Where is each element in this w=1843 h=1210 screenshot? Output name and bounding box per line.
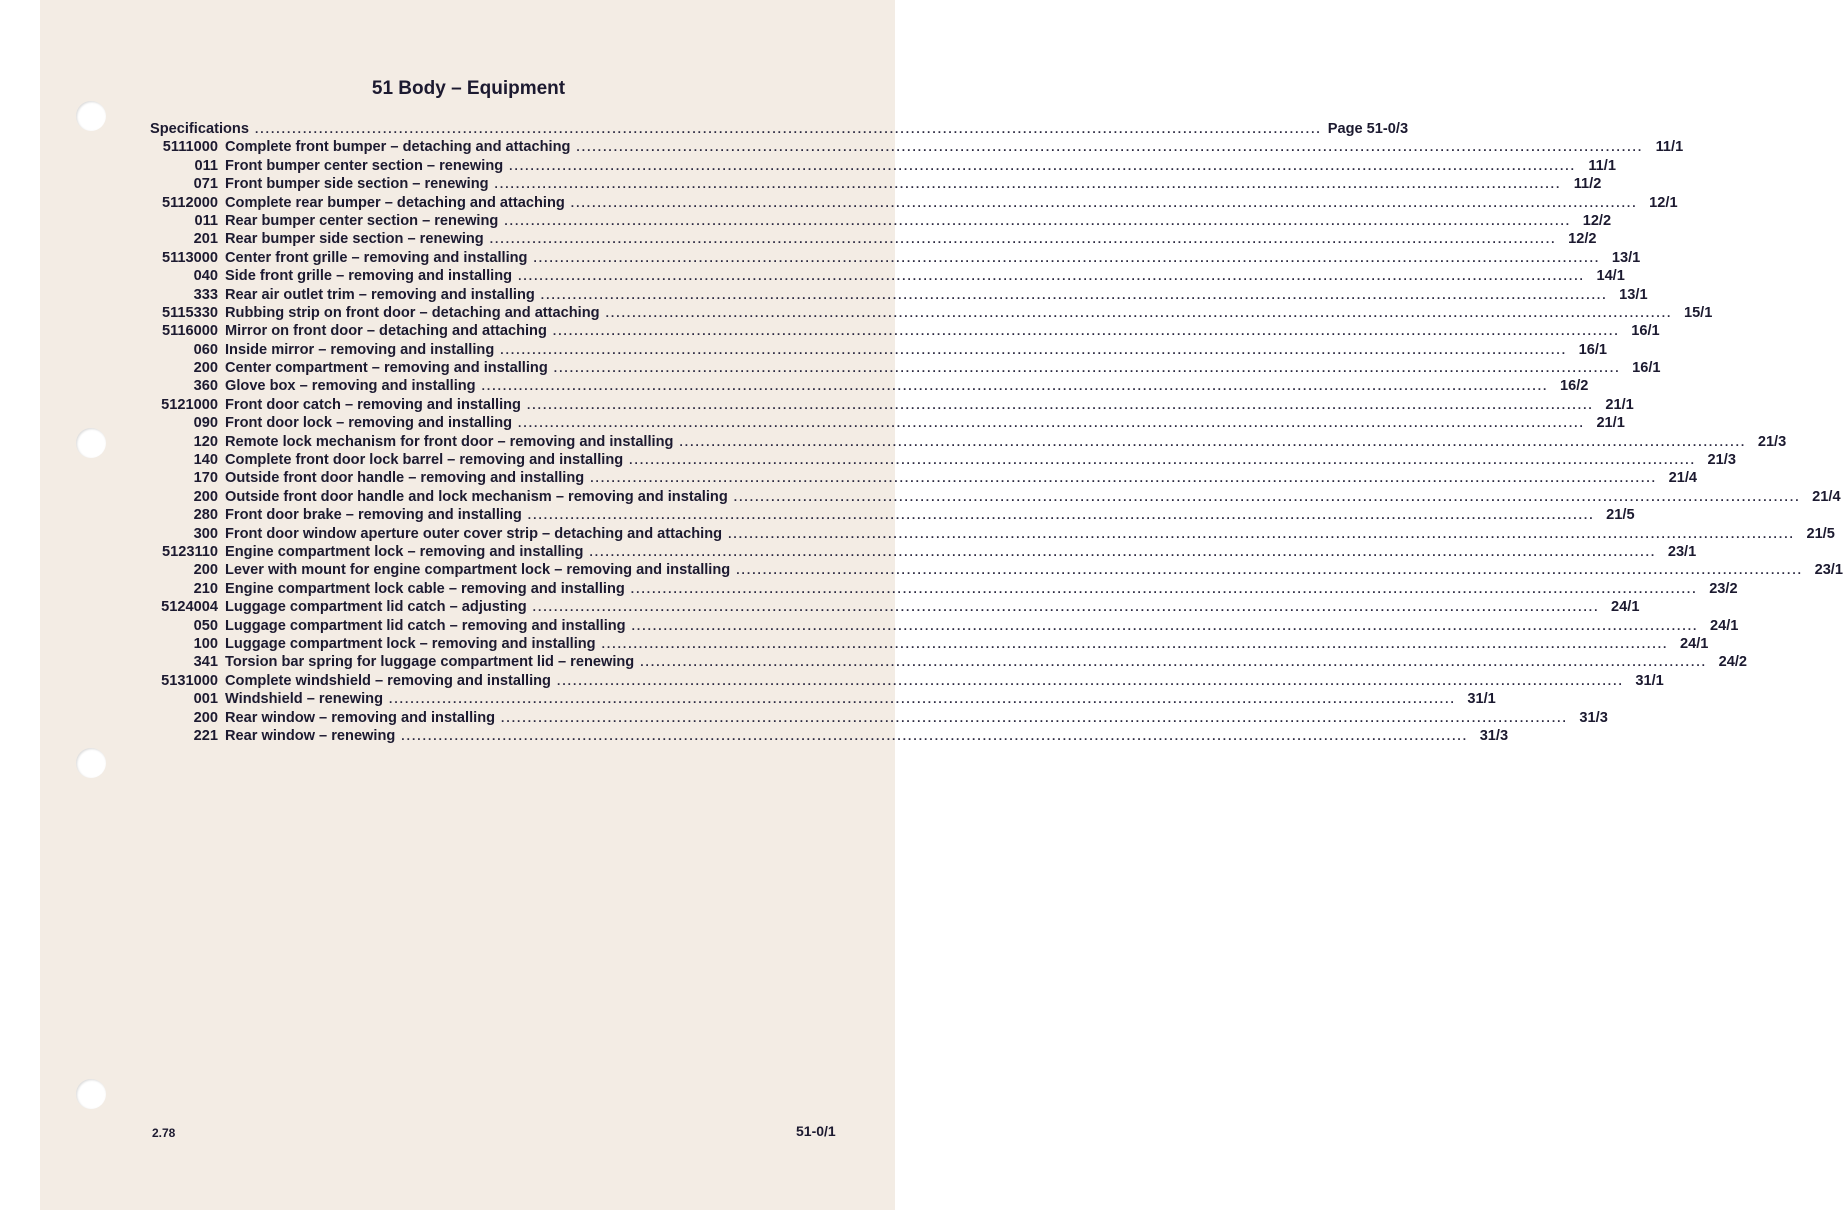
entry-title: Rubbing strip on front door – detaching and attaching	[225, 304, 600, 321]
entry-number: 011	[194, 212, 218, 229]
specifications-label: Specifications	[150, 121, 249, 137]
toc-entry[interactable]	[150, 727, 1509, 746]
toc-entry[interactable]	[150, 470, 1697, 488]
leader-dots: ........................................................................................................................................................................................................	[640, 655, 1708, 670]
entry-title: Mirror on front door – detaching and attaching	[225, 323, 547, 340]
entry-page: 12/2	[1582, 212, 1612, 229]
entry-page: 21/3	[1757, 433, 1787, 450]
toc-entry[interactable]	[150, 654, 1748, 672]
entry-number: 5115330	[161, 304, 218, 321]
toc-entry[interactable]	[150, 452, 1736, 470]
entry-title: Complete rear bumper – detaching and attaching	[225, 194, 565, 211]
toc-entry[interactable]	[150, 139, 1684, 157]
entry-number: 090	[193, 415, 218, 432]
entry-title: Engine compartment lock – removing and installing	[225, 543, 584, 560]
leader-dots: ........................................................................................................................................................................................................	[526, 397, 1594, 412]
entry-title: Front door lock – removing and installing	[225, 415, 513, 432]
entry-title: Torsion bar spring for luggage compartment lid – renewing	[225, 654, 635, 671]
entry-page: 16/1	[1632, 360, 1661, 377]
entry-number: 201	[193, 231, 218, 248]
entry-title: Rear bumper side section – renewing	[225, 231, 484, 248]
entry-number: 5116000	[161, 323, 218, 340]
entry-title: Rear bumper center section – renewing	[225, 212, 499, 229]
toc-entry[interactable]	[150, 304, 1713, 323]
leader-dots: ........................................................................................................................................................................................................	[552, 324, 1620, 339]
entry-title: Outside front door handle – removing and installing	[225, 470, 585, 487]
footer-page-number: 51-0/1	[796, 1123, 836, 1139]
entry-page: 21/4	[1812, 488, 1841, 505]
leader-dots: ........................................................................................................................................................................................................	[527, 508, 1595, 523]
leader-dots: ........................................................................................................................................................................................................	[254, 122, 1322, 136]
entry-title: Engine compartment lock cable – removing and installing	[225, 580, 625, 597]
entry-number: 060	[193, 341, 218, 358]
toc-entry[interactable]	[150, 378, 1589, 396]
entry-number: 170	[193, 470, 218, 487]
entry-page: 24/1	[1709, 617, 1739, 634]
leader-dots: ........................................................................................................................................................................................................	[518, 269, 1585, 284]
toc-entry[interactable]	[150, 433, 1787, 452]
entry-page: 21/5	[1806, 525, 1835, 542]
leader-dots: ........................................................................................................................................................................................................	[532, 600, 1600, 615]
toc-entry[interactable]	[150, 286, 1648, 305]
punch-hole	[76, 101, 106, 131]
entry-page: 11/1	[1588, 157, 1616, 174]
entry-page: 23/1	[1814, 562, 1843, 579]
leader-dots: ........................................................................................................................................................................................................	[518, 416, 1585, 431]
toc-entry[interactable]	[150, 341, 1608, 360]
toc-entry[interactable]	[150, 360, 1661, 378]
entry-title: Complete windshield – removing and installing	[225, 672, 551, 689]
entry-page: 24/1	[1611, 599, 1640, 616]
entry-title: Rear window – removing and installing	[225, 709, 496, 726]
entry-title: Front door catch – removing and installing	[225, 396, 521, 413]
table-of-contents	[150, 121, 1843, 746]
leader-dots: ........................................................................................................................................................................................................	[679, 434, 1747, 449]
toc-entry[interactable]	[150, 268, 1625, 286]
entry-number: 5123110	[161, 543, 218, 560]
toc-entry[interactable]	[150, 176, 1602, 194]
leader-dots: ........................................................................................................................................................................................................	[504, 213, 1572, 228]
toc-entry[interactable]	[150, 617, 1739, 636]
entry-title: Luggage compartment lid catch – removing and installing	[225, 617, 626, 634]
entry-page: 15/1	[1683, 304, 1713, 321]
entry-number: 360	[193, 378, 218, 395]
entry-page: 16/1	[1578, 341, 1608, 358]
toc-entry[interactable]	[150, 212, 1612, 231]
leader-dots: ........................................................................................................................................................................................................	[629, 453, 1696, 468]
toc-entry[interactable]	[150, 507, 1635, 525]
entry-number: 050	[193, 617, 218, 634]
entry-title: Side front grille – removing and installing	[225, 268, 513, 285]
entry-title: Luggage compartment lid catch – adjusting	[225, 599, 527, 616]
entry-number: 280	[193, 507, 218, 524]
entry-page: 23/1	[1667, 543, 1697, 560]
entry-number: 5124004	[161, 599, 218, 616]
entry-title: Front bumper side section – renewing	[225, 176, 489, 193]
toc-entry[interactable]	[150, 562, 1843, 580]
entry-number: 5131000	[161, 672, 218, 689]
entry-title: Rear air outlet trim – removing and installing	[225, 286, 535, 303]
footer-date: 2.78	[152, 1126, 176, 1140]
toc-entry[interactable]	[150, 543, 1697, 562]
toc-entry[interactable]	[150, 415, 1625, 433]
entry-number: 300	[193, 525, 218, 542]
leader-dots: ........................................................................................................................................................................................................	[556, 673, 1624, 688]
leader-dots: ........................................................................................................................................................................................................	[576, 140, 1644, 155]
leader-dots: ........................................................................................................................................................................................................	[631, 618, 1699, 633]
entry-number: 221	[193, 727, 218, 744]
leader-dots: ........................................................................................................................................................................................................	[590, 471, 1657, 486]
entry-title: Remote lock mechanism for front door – removing and installing	[225, 433, 674, 450]
punch-hole	[76, 428, 106, 458]
entry-page: 21/1	[1605, 396, 1634, 413]
leader-dots: ........................................................................................................................................................................................................	[736, 563, 1803, 578]
leader-dots: ........................................................................................................................................................................................................	[389, 692, 1456, 707]
toc-entry[interactable]	[150, 672, 1664, 691]
leader-dots: ........................................................................................................................................................................................................	[500, 342, 1568, 357]
entry-page: 12/2	[1568, 231, 1597, 248]
leader-dots: ........................................................................................................................................................................................................	[601, 636, 1669, 651]
toc-entry[interactable]	[150, 157, 1616, 176]
entry-title: Outside front door handle and lock mechanism – removing and instaling	[225, 488, 728, 505]
entry-number: 040	[193, 268, 218, 285]
entry-number: 001	[193, 691, 218, 708]
specifications-row[interactable]	[150, 121, 1409, 139]
leader-dots: ........................................................................................................................................................................................................	[533, 250, 1601, 265]
toc-entry[interactable]	[150, 599, 1640, 617]
entry-page: 13/1	[1619, 286, 1648, 303]
entry-number: 333	[193, 286, 218, 303]
entry-title: Lever with mount for engine compartment lock – removing and installing	[225, 562, 731, 579]
entry-page: 24/2	[1718, 654, 1748, 671]
entry-page: 31/3	[1479, 727, 1509, 744]
toc-entry[interactable]	[150, 396, 1634, 415]
punch-hole	[76, 1079, 106, 1109]
entry-page: 11/1	[1655, 139, 1684, 156]
leader-dots: ........................................................................................................................................................................................................	[630, 581, 1698, 596]
entry-page: 16/1	[1631, 323, 1660, 340]
leader-dots: ........................................................................................................................................................................................................	[728, 526, 1795, 541]
entry-number: 200	[193, 360, 218, 377]
leader-dots: ........................................................................................................................................................................................................	[540, 287, 1608, 302]
leader-dots: ........................................................................................................................................................................................................	[570, 195, 1638, 210]
toc-entry[interactable]	[150, 580, 1738, 599]
entry-title: Complete front bumper – detaching and attaching	[225, 139, 571, 156]
entry-page: 11/2	[1573, 176, 1602, 193]
entry-number: 5112000	[161, 194, 218, 211]
entry-page: 31/3	[1579, 709, 1608, 726]
toc-entry[interactable]	[150, 709, 1608, 728]
entry-number: 011	[194, 157, 218, 174]
entry-page: 16/2	[1559, 378, 1589, 395]
entry-page: 21/1	[1596, 415, 1625, 432]
entry-number: 210	[193, 580, 218, 597]
entry-page: 21/3	[1707, 452, 1736, 469]
entry-title: Front bumper center section – renewing	[225, 157, 504, 174]
entry-number: 5113000	[161, 249, 218, 266]
toc-entry[interactable]	[150, 488, 1841, 507]
toc-entry[interactable]	[150, 635, 1709, 654]
leader-dots: ........................................................................................................................................................................................................	[494, 177, 1562, 192]
leader-dots: ........................................................................................................................................................................................................	[401, 728, 1469, 743]
entry-number: 200	[193, 488, 218, 505]
leader-dots: ........................................................................................................................................................................................................	[509, 158, 1576, 173]
leader-dots: ........................................................................................................................................................................................................	[605, 305, 1673, 320]
entry-title: Inside mirror – removing and installing	[225, 341, 495, 358]
page-title: 51 Body – Equipment	[371, 78, 566, 99]
entry-title: Rear window – renewing	[225, 727, 396, 744]
entry-number: 071	[193, 176, 218, 193]
entry-number: 341	[193, 654, 218, 671]
punch-hole	[76, 748, 106, 778]
entry-page: 13/1	[1611, 249, 1641, 266]
entry-page: 24/1	[1679, 635, 1709, 652]
toc-entry[interactable]	[150, 525, 1835, 544]
leader-dots: ........................................................................................................................................................................................................	[501, 710, 1568, 725]
entry-number: 5121000	[161, 396, 218, 413]
entry-title: Center front grille – removing and installing	[225, 249, 528, 266]
entry-page: 12/1	[1649, 194, 1678, 211]
leader-dots: ........................................................................................................................................................................................................	[481, 379, 1549, 394]
entry-page: 23/2	[1709, 580, 1738, 597]
toc-entry[interactable]	[150, 691, 1496, 709]
entry-page: 21/5	[1606, 507, 1635, 524]
entry-title: Luggage compartment lock – removing and installing	[225, 635, 596, 652]
entry-number: 120	[193, 433, 218, 450]
entry-number: 100	[193, 635, 218, 652]
entry-page: 21/4	[1668, 470, 1697, 487]
entry-number: 140	[193, 452, 218, 469]
entry-number: 5111000	[162, 139, 218, 156]
toc-entry[interactable]	[150, 323, 1660, 341]
entry-number: 200	[193, 709, 218, 726]
entry-title: Complete front door lock barrel – removing and installing	[225, 452, 624, 469]
toc-entry[interactable]	[150, 231, 1597, 249]
entry-page: 14/1	[1596, 268, 1625, 285]
leader-dots: ........................................................................................................................................................................................................	[489, 232, 1557, 247]
entry-page: 31/1	[1467, 691, 1496, 708]
specifications-page: Page 51-0/3	[1327, 121, 1409, 137]
entry-page: 31/1	[1635, 672, 1664, 689]
entry-title: Windshield – renewing	[225, 691, 383, 708]
leader-dots: ........................................................................................................................................................................................................	[589, 544, 1657, 559]
entry-title: Front door window aperture outer cover strip – detaching and attaching	[225, 525, 723, 542]
leader-dots: ........................................................................................................................................................................................................	[733, 489, 1801, 504]
entry-title: Glove box – removing and installing	[225, 378, 476, 395]
entry-title: Center compartment – removing and installing	[225, 360, 548, 377]
leader-dots: ........................................................................................................................................................................................................	[553, 361, 1621, 376]
entry-title: Front door brake – removing and installing	[225, 507, 522, 524]
toc-entry[interactable]	[150, 194, 1678, 213]
entry-number: 200	[193, 562, 218, 579]
toc-entry[interactable]	[150, 249, 1641, 268]
